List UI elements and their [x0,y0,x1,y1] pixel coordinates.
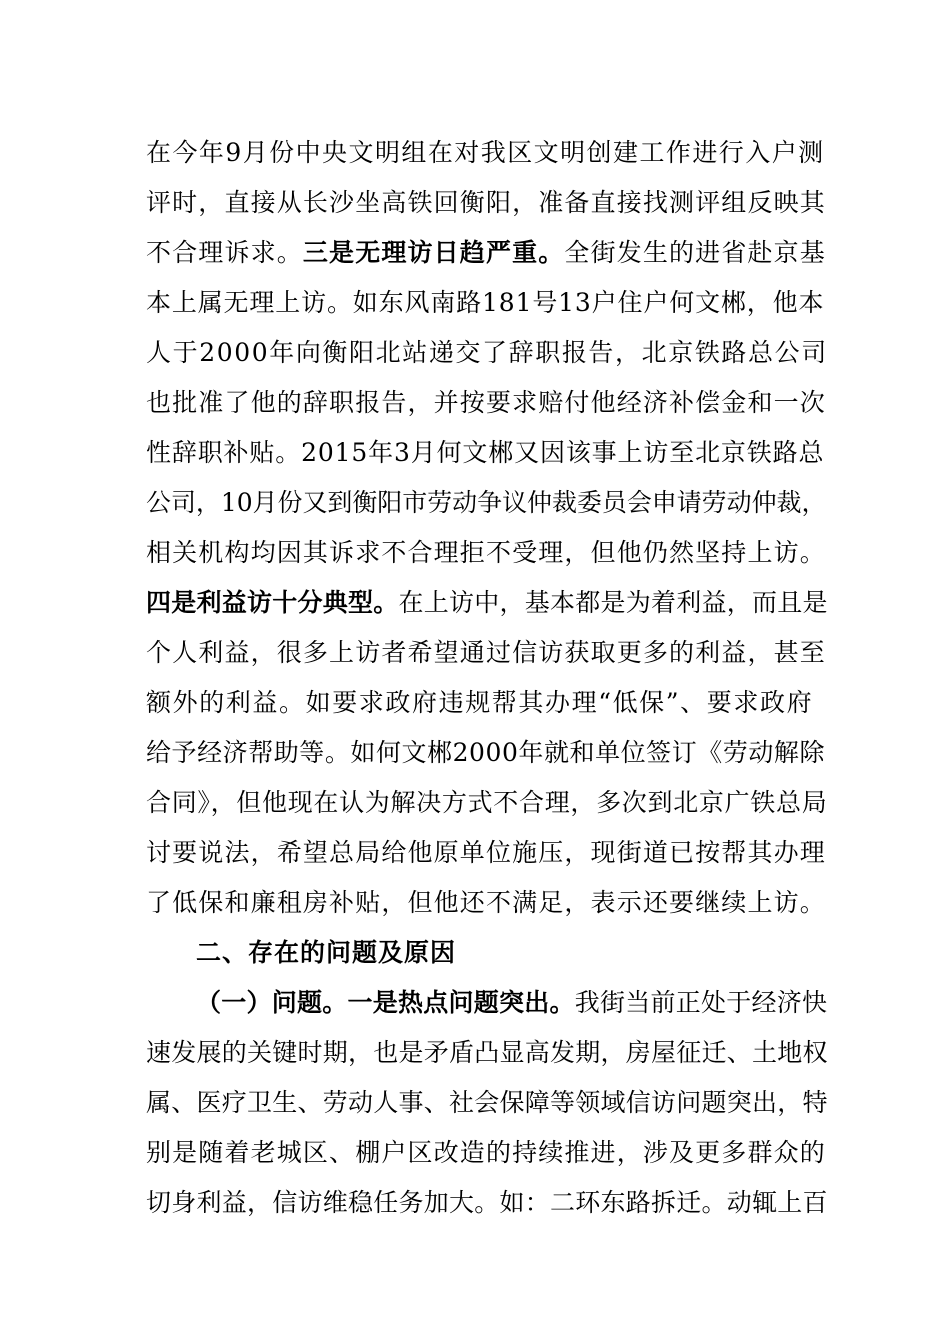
body-text-run: 公司，10月份又到衡阳市劳动争议仲裁委员会申请劳动仲裁， [146,488,827,517]
body-text-run: 评时，直接从长沙坐高铁回衡阳，准备直接找测评组反映其 [146,188,826,217]
text-line [146,378,826,428]
body-text [146,128,826,1228]
body-text-run: 本上属无理上访。如东风南路181号13户住户何文郴，他本 [146,288,825,317]
text-line [146,678,826,728]
body-text-run: 额外的利益。如要求政府违规帮其办理“低保”、要求政府 [146,688,814,717]
bold-heading-text: 三是无理访日趋严重。 [302,238,565,267]
text-line [146,928,826,978]
body-text-run: 也批准了他的辞职报告，并按要求赔付他经济补偿金和一次 [146,388,826,417]
body-text-run: 速发展的关键时期，也是矛盾凸显高发期，房屋征迁、土地权 [146,1038,828,1067]
text-line [146,278,826,328]
text-line [146,578,826,628]
text-line [146,978,826,1028]
body-text-run: 别是随着老城区、棚户区改造的持续推进，涉及更多群众的 [146,1138,826,1167]
text-line [146,178,826,228]
text-line [146,478,826,528]
body-text-run: 性辞职补贴。2015年3月何文郴又因该事上访至北京铁路总 [146,438,825,467]
body-text-run: 相关机构均因其诉求不合理拒不受理，但他仍然坚持上访。 [146,538,826,567]
bold-heading-text: 二、存在的问题及原因 [196,938,457,967]
text-line [146,128,826,178]
text-line [146,428,826,478]
body-text-run: 给予经济帮助等。如何文郴2000年就和单位签订《劳动解除 [146,738,826,767]
body-text-run: 了低保和廉租房补贴，但他还不满足，表示还要继续上访。 [146,888,826,917]
text-line [146,1178,826,1228]
body-text-run: 在上访中，基本都是为着利益，而且是 [398,588,828,617]
body-text-run: 切身利益，信访维稳任务加大。如：二环东路拆迁。动辄上百 [146,1188,828,1217]
text-line [146,228,826,278]
text-line [146,878,826,928]
body-text-run: 讨要说法，希望总局给他原单位施压，现街道已按帮其办理 [146,838,826,867]
body-text-run: 全街发生的进省赴京基 [564,238,826,267]
bold-heading-text: 四是利益访十分典型。 [146,588,399,617]
bold-heading-text: （一）问题。一是热点问题突出。 [196,988,575,1017]
text-line [146,528,826,578]
body-text-run: 个人利益，很多上访者希望通过信访获取更多的利益，甚至 [146,638,826,667]
text-line [146,1078,826,1128]
text-line [146,828,826,878]
body-text-run: 人于2000年向衡阳北站递交了辞职报告，北京铁路总公司 [146,338,828,367]
body-text-run: 我街当前正处于经济快 [574,988,828,1017]
text-line [146,628,826,678]
body-text-run: 在今年9月份中央文明组在对我区文明创建工作进行入户测 [146,138,825,167]
text-line [146,328,826,378]
body-text-run: 不合理诉求。 [146,238,303,267]
text-line [146,728,826,778]
text-line [146,1028,826,1078]
text-line [146,1128,826,1178]
text-line [146,778,826,828]
body-text-run: 合同》，但他现在认为解决方式不合理，多次到北京广铁总局 [146,788,828,817]
body-text-run: 属、医疗卫生、劳动人事、社会保障等领域信访问题突出，特 [146,1088,828,1117]
